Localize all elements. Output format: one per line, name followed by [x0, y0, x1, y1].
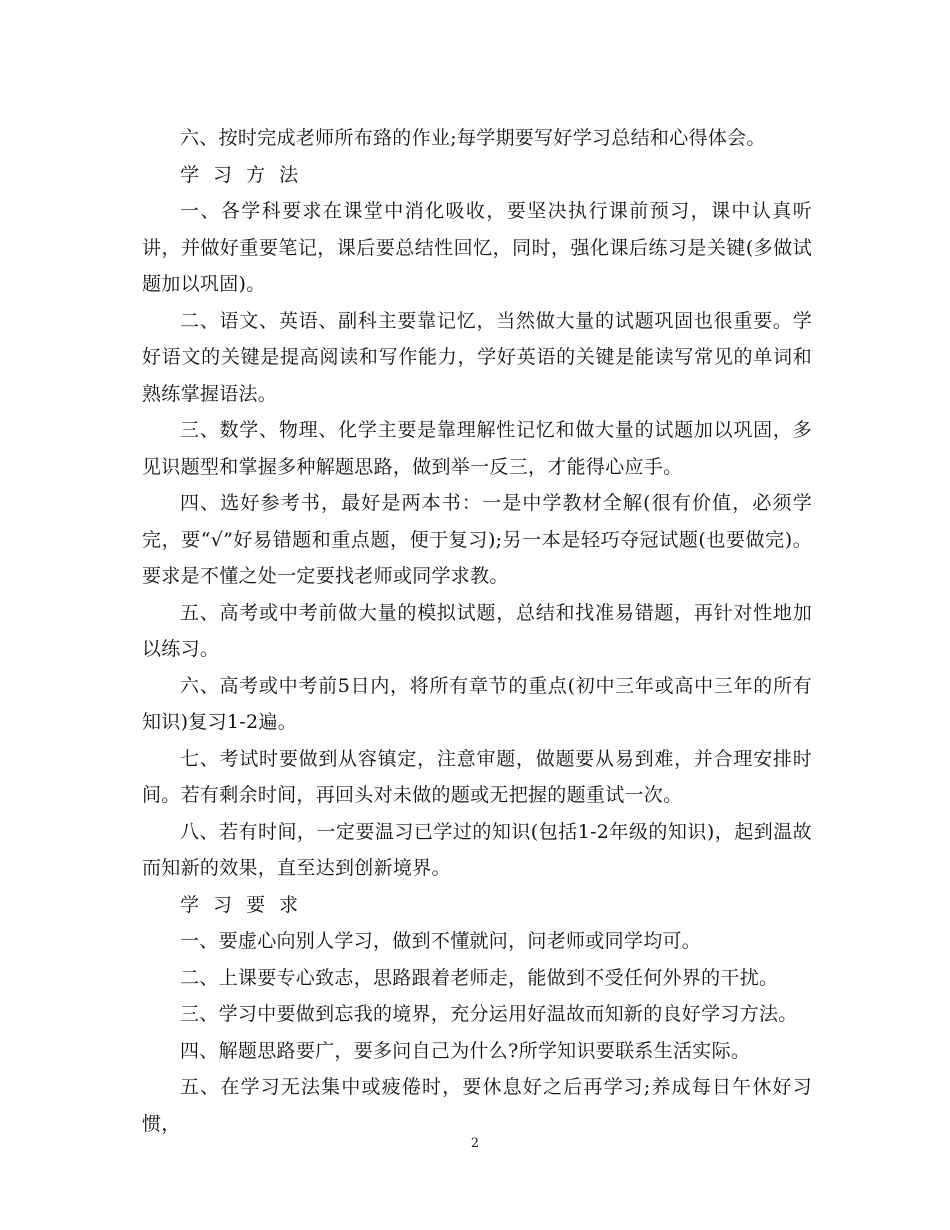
paragraph-12: 三、学习中要做到忘我的境界，充分运用好温故而知新的良好学习方法。 — [180, 1003, 798, 1025]
document-body — [142, 120, 812, 1142]
paragraph-5: 四、选好参考书，最好是两本书：一是中学教材全解(很有价值，必须学完，要“√”好易错题和重点题，便于复习);另一本是轻巧夺冠试题(也要做完)。要求是不懂之处一定要找老师或同学求教。 — [142, 492, 812, 587]
section-heading-methods: 学 习 方 法 — [180, 163, 303, 186]
paragraph-7: 六、高考或中考前5日内，将所有章节的重点(初中三年或高中三年的所有知识)复习1-2遍。 — [142, 674, 812, 733]
page-number: 2 — [470, 1136, 480, 1151]
paragraph-2: 一、各学科要求在课堂中消化吸收，要坚决执行课前预习，课中认真听讲，并做好重要笔记，课后要总结性回忆，同时，强化课后练习是关键(多做试题加以巩固)。 — [142, 200, 812, 295]
paragraph-4: 三、数学、物理、化学主要是靠理解性记忆和做大量的试题加以巩固，多见识题型和掌握多种解题思路，做到举一反三，才能得心应手。 — [142, 419, 812, 478]
paragraph-10: 一、要虚心向别人学习，做到不懂就问，问老师或同学均可。 — [180, 930, 702, 952]
paragraph-14: 五、在学习无法集中或疲倦时，要休息好之后再学习;养成每日午休好习惯， — [142, 1076, 812, 1135]
section-heading-requirements: 学 习 要 求 — [180, 893, 303, 916]
paragraph-6: 五、高考或中考前做大量的模拟试题，总结和找准易错题，再针对性地加以练习。 — [142, 601, 812, 660]
paragraph-11: 二、上课要专心致志，思路跟着老师走，能做到不受任何外界的干扰。 — [180, 966, 779, 989]
paragraph-13: 四、解题思路要广，要多问自己为什么?所学知识要联系生活实际。 — [180, 1039, 751, 1062]
paragraph-3: 二、语文、英语、副科主要靠记忆，当然做大量的试题巩固也很重要。学好语文的关键是提高阅读和写作能力，学好英语的关键是能读写常见的单词和熟练掌握语法。 — [142, 309, 812, 405]
paragraph-1: 六、按时完成老师所布臵的作业;每学期要写好学习总结和心得体会。 — [180, 127, 766, 149]
paragraph-9: 八、若有时间，一定要温习已学过的知识(包括1-2年级的知识)，起到温故而知新的效果，直至达到创新境界。 — [142, 820, 812, 879]
paragraph-8: 七、考试时要做到从容镇定，注意审题，做题要从易到难，并合理安排时间。若有剩余时间，再回头对未做的题或无把握的题重试一次。 — [142, 747, 812, 806]
